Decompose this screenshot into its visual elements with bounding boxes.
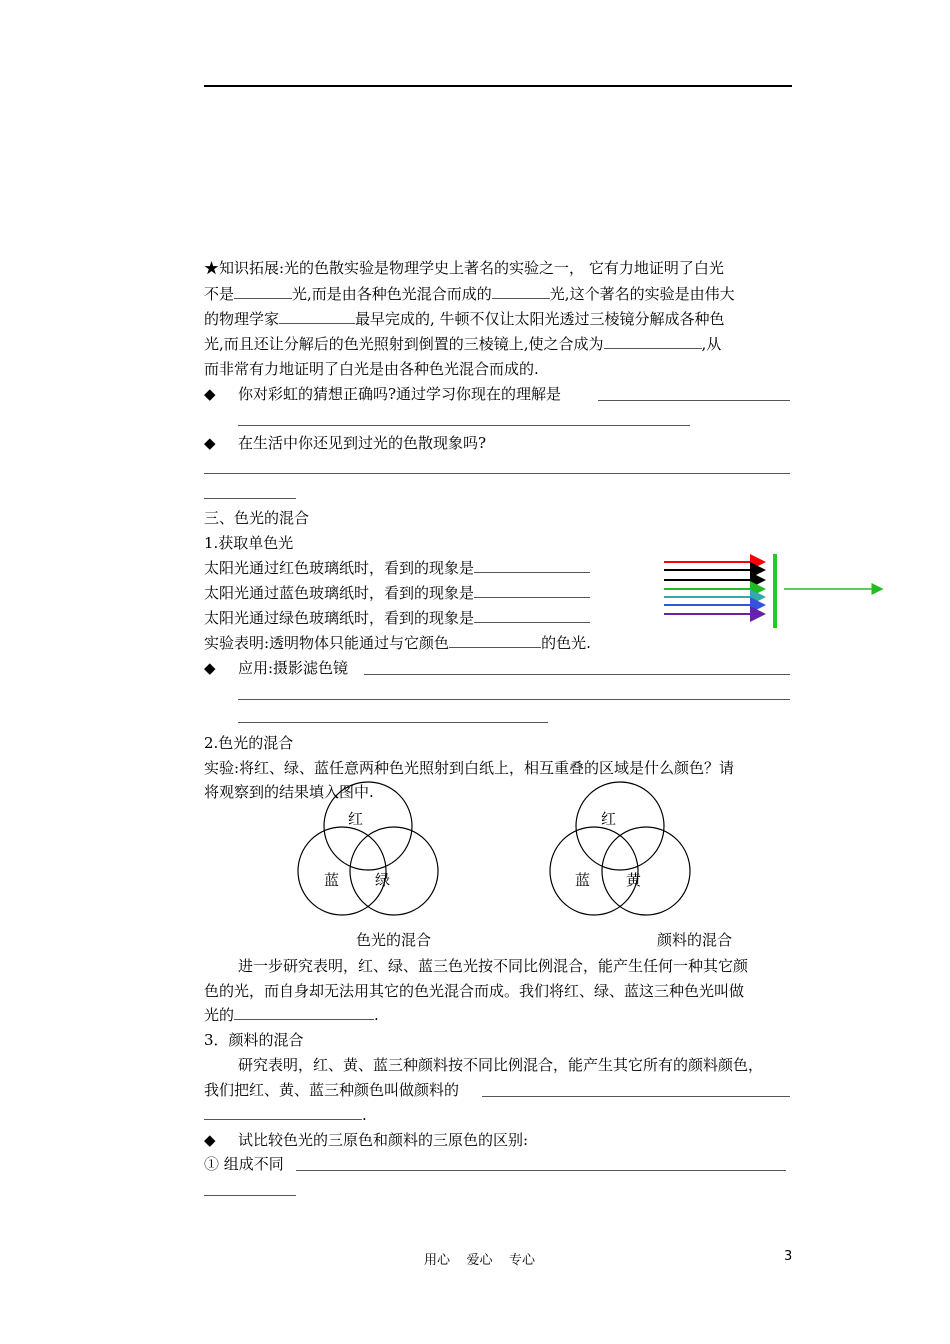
application-line: ◆ 应用:摄影滤色镜 (204, 659, 349, 677)
venn-caption: 颜料的混合 (657, 931, 733, 949)
footer-motto: 用心 爱心 专心 (424, 1253, 536, 1268)
pigment-line-3: . (204, 1105, 367, 1125)
pigment-line-1: 研究表明，红、黄、蓝三种颜料按不同比例混合，能产生其它所有的颜料颜色， (238, 1056, 764, 1074)
header-rule (204, 85, 792, 87)
compare-question: ◆ 试比较色光的三原色和颜料的三原色的区别: (204, 1131, 529, 1149)
diamond-bullet-icon: ◆ (204, 1131, 216, 1149)
experiment-line-2: 将观察到的结果填入图中. (204, 783, 374, 801)
light-venn-diagram (296, 784, 446, 919)
ext-line-1: ★知识拓展:光的色散实验是物理学史上著名的实验之一， 它有力地证明了白光 (204, 259, 724, 277)
ext-line-4: 光,而且还让分解后的色光照射到倒置的三棱镜上,使之合成为 ,从 (204, 335, 722, 353)
answer-line[interactable] (296, 1170, 786, 1171)
red-filter-line: 太阳光通过红色玻璃纸时，看到的现象是 (204, 558, 590, 578)
answer-line[interactable] (364, 674, 790, 675)
blank-field[interactable] (449, 633, 541, 648)
diamond-bullet-icon: ◆ (204, 434, 216, 452)
venn-label-top: 红 (348, 810, 364, 828)
conclusion-line: 实验表明:透明物体只能通过与它颜色 的色光. (204, 634, 591, 652)
pigment-line-2: 我们把红、黄、蓝三种颜色叫做颜料的 (204, 1081, 460, 1099)
venn-label-right: 绿 (375, 871, 391, 889)
venn-label-top: 红 (601, 810, 617, 828)
answer-line[interactable] (204, 473, 790, 474)
page-number: 3 (784, 1249, 793, 1264)
research-line-3: 光的 . (204, 1006, 379, 1024)
venn-label-right: 黄 (626, 871, 642, 889)
blank-field[interactable] (279, 309, 355, 324)
venn-label-left: 蓝 (324, 871, 340, 889)
compare-item-1: ① 组成不同 (204, 1155, 284, 1173)
blue-filter-line: 太阳光通过蓝色玻璃纸时，看到的现象是 (204, 583, 590, 603)
answer-line[interactable] (598, 400, 790, 401)
filter-diagram (660, 552, 890, 632)
diamond-bullet-icon: ◆ (204, 659, 216, 677)
question-rainbow: ◆ 你对彩虹的猜想正确吗?通过学习你现在的理解是 (204, 385, 562, 403)
blank-field[interactable] (474, 583, 590, 598)
diamond-bullet-icon: ◆ (204, 385, 216, 403)
blank-field[interactable] (234, 284, 292, 299)
section-title: 三、色光的混合 (204, 509, 310, 527)
blank-field[interactable] (492, 284, 550, 299)
answer-line[interactable] (482, 1096, 790, 1097)
ext-line-5: 而非常有力地证明了白光是由各种色光混合而成的. (204, 360, 539, 378)
venn-label-left: 蓝 (575, 871, 591, 889)
blank-field[interactable] (474, 608, 590, 623)
green-filter-bar (773, 554, 777, 628)
subsection-title: 1.获取单色光 (204, 534, 294, 552)
research-line-2: 色的光，而自身却无法用其它的色光混合而成。我们将红、绿、蓝这三种色光叫做 (204, 982, 745, 1000)
blank-field[interactable] (604, 334, 702, 349)
answer-line[interactable] (238, 699, 790, 700)
research-line-1: 进一步研究表明，红、绿、蓝三色光按不同比例混合，能产生任何一种其它颜 (238, 957, 749, 975)
answer-line[interactable] (238, 425, 690, 426)
question-dispersion: ◆ 在生活中你还见到过光的色散现象吗? (204, 434, 487, 452)
venn-caption: 色光的混合 (356, 931, 432, 949)
subsection-title: 2.色光的混合 (204, 734, 294, 752)
answer-line[interactable] (238, 722, 548, 723)
ext-line-3: 的物理学家 最早完成的, 牛顿不仅让太阳光透过三棱镜分解成各种色 (204, 310, 725, 328)
blank-field[interactable] (474, 558, 590, 573)
ext-line-2: 不是 光,而是由各种色光混合而成的 光,这个著名的实验是由伟大 (204, 285, 735, 303)
experiment-line-1: 实验:将红、绿、蓝任意两种色光照射到白纸上，相互重叠的区域是什么颜色？请 (204, 759, 735, 777)
blank-field[interactable] (204, 1105, 362, 1120)
green-filter-line: 太阳光通过绿色玻璃纸时，看到的现象是 (204, 608, 590, 628)
blank-field[interactable] (234, 1005, 374, 1020)
subsection-title: 3．颜料的混合 (204, 1031, 304, 1049)
answer-line[interactable] (204, 1195, 296, 1196)
answer-line[interactable] (204, 498, 296, 499)
pigment-venn-diagram (548, 784, 698, 919)
